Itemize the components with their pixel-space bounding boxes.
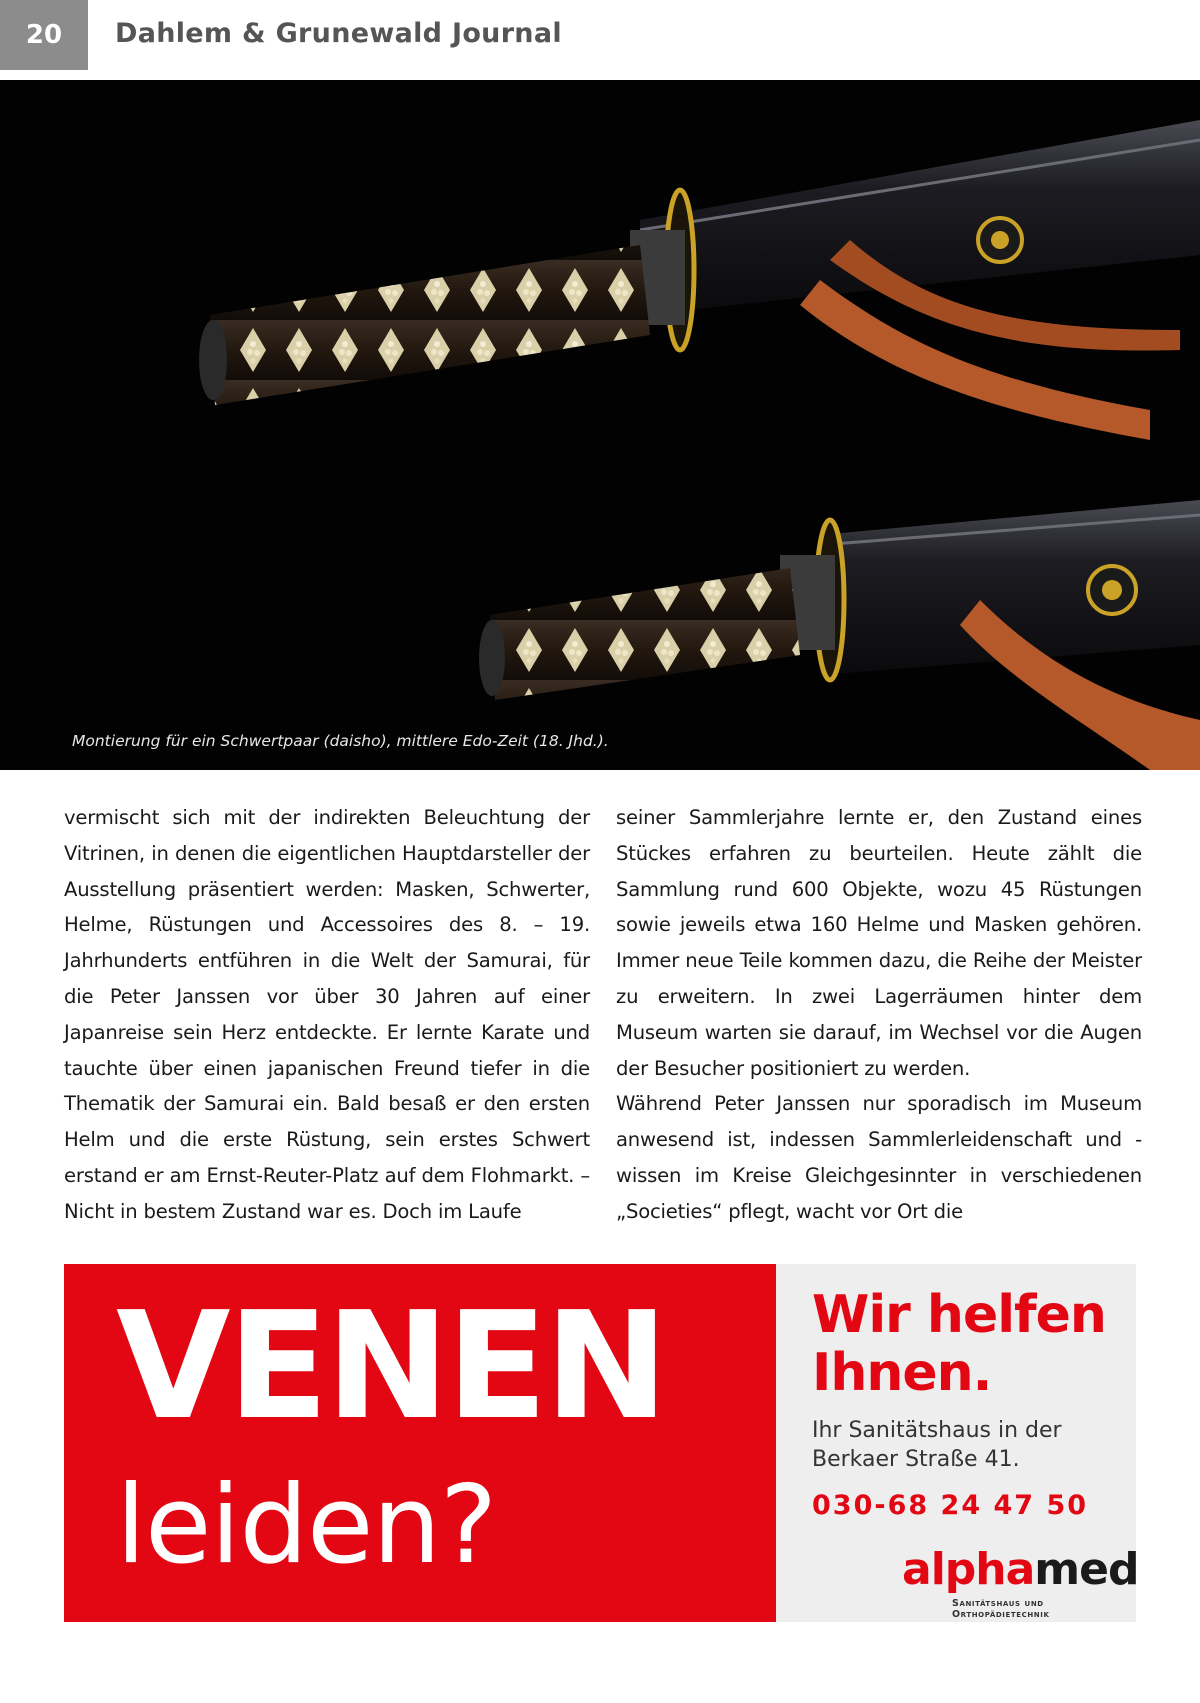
ad-question: leiden? bbox=[116, 1463, 497, 1588]
ad-big-word: VENEN bbox=[116, 1280, 666, 1452]
article-paragraph: vermischt sich mit der indirekten Beleuchtung der Vitrinen, in denen die eigentlichen Hauptdarsteller der Ausstellung präsentiert werden: Masken, Schwerter, Helme, Rüstungen und Accessoires des 8. – 19. Jahrhunderts entführen in die Welt der Samurai, für die Peter Janssen vor über 30 Jahren auf einer Japanreise sein Herz entdeckte. Er lernte Karate und tauchte über einen japanischen Freund tiefer in die Thematik der Samurai ein. Bald besaß er den ersten Helm und die erste Rüstung, sein erstes Schwert erstand er am Ernst-Reuter-Platz auf dem Flohmarkt. – Nicht in bestem Zustand war es. Doch im Laufe bbox=[64, 806, 590, 1223]
article-paragraph: Während Peter Janssen nur sporadisch im Museum anwesend ist, indessen Sammlerleidenschaft und -wissen im Kreise Gleichgesinnter in verschiedenen „Societies“ pflegt, wacht vor Ort die bbox=[616, 1092, 1142, 1223]
katana-illustration bbox=[199, 120, 1200, 440]
photo-caption: Montierung für ein Schwertpaar (daisho), mittlere Edo-Zeit (18. Jhd.). bbox=[72, 732, 609, 750]
article-column-left bbox=[64, 800, 590, 1230]
alphamed-logo bbox=[902, 1544, 1139, 1595]
ad-address: Ihr Sanitätshaus in der Berkaer Straße 41. bbox=[812, 1418, 1062, 1472]
wakizashi-illustration bbox=[479, 500, 1200, 770]
page-number: 20 bbox=[0, 0, 88, 70]
journal-title: Dahlem & Grunewald Journal bbox=[115, 18, 562, 49]
daisho-swords-illustration bbox=[0, 80, 1200, 770]
logo-tagline: Sanitätshaus und Orthopädietechnik bbox=[952, 1598, 1050, 1620]
ad-headline: Wir helfen Ihnen. bbox=[812, 1285, 1106, 1403]
advertisement[interactable] bbox=[64, 1264, 1139, 1622]
logo-alpha: alpha bbox=[902, 1544, 1035, 1595]
logo-med: med bbox=[1034, 1544, 1139, 1595]
article-paragraph: seiner Sammlerjahre lernte er, den Zustand eines Stückes erfahren zu beurteilen. Heute zählt die Sammlung rund 600 Objekte, wozu 45 Rüstungen sowie jeweils etwa 160 Helme und Masken gehören. Immer neue Teile kommen dazu, die Reihe der Meister zu erweitern. In zwei Lagerräumen hinter dem Museum warten sie darauf, im Wechsel vor die Augen der Besucher positioniert zu werden. bbox=[616, 806, 1142, 1080]
sword-photo bbox=[0, 80, 1200, 770]
article-column-right bbox=[616, 800, 1142, 1230]
ad-red-panel bbox=[64, 1264, 776, 1622]
ad-phone-number[interactable]: 030-68 24 47 50 bbox=[812, 1490, 1089, 1521]
